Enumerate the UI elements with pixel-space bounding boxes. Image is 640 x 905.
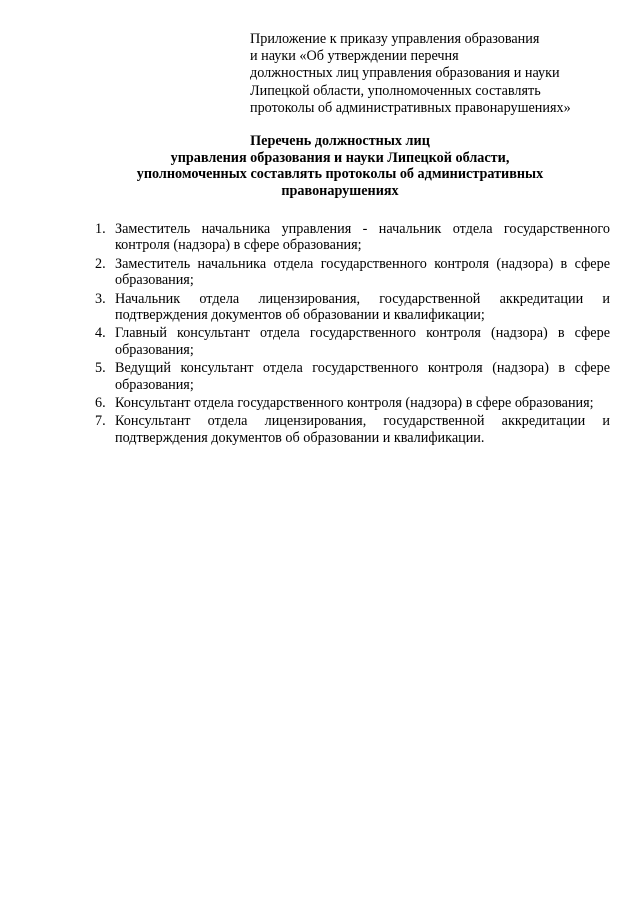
document-title (90, 133, 590, 199)
title-line: управления образования и науки Липецкой области, (170, 149, 510, 166)
item-text: Консультант отдела государственного контроля (надзора) в сфере образования; (115, 395, 594, 412)
appendix-line: должностных лиц управления образования и науки (250, 65, 560, 82)
item-number: 4. (95, 325, 106, 342)
item-number: 5. (95, 360, 106, 377)
item-text: Консультант отдела лицензирования, государственной аккредитации и подтверждения документов об образовании и квалификации. (115, 413, 610, 446)
appendix-line: и науки «Об утверждении перечня (250, 48, 459, 65)
item-number: 2. (95, 255, 106, 272)
list-item (95, 325, 610, 358)
list-item (95, 291, 610, 324)
appendix-header (250, 31, 630, 117)
list-item (95, 395, 610, 411)
appendix-line: протоколы об административных правонарушениях» (250, 99, 571, 116)
item-text: Ведущий консультант отдела государственного контроля (надзора) в сфере образования; (115, 360, 610, 393)
title-line: Перечень должностных лиц (250, 133, 430, 149)
positions-list (95, 221, 610, 448)
list-item (95, 413, 610, 446)
item-number: 1. (95, 221, 106, 237)
title-line: уполномоченных составлять протоколы об административных (136, 166, 544, 183)
list-item (95, 256, 610, 289)
item-number: 6. (95, 395, 106, 412)
item-number: 7. (95, 413, 106, 430)
list-item (95, 360, 610, 393)
list-item (95, 221, 610, 254)
item-text: Главный консультант отдела государственного контроля (надзора) в сфере образования; (115, 325, 610, 358)
item-number: 3. (95, 290, 106, 307)
appendix-line: Приложение к приказу управления образования (250, 31, 540, 47)
item-text: Заместитель начальника управления - начальник отдела государственного контроля (надзора) в сфере образования; (115, 221, 610, 254)
item-text: Начальник отдела лицензирования, государственной аккредитации и подтверждения документов об образовании и квалификации; (115, 290, 610, 324)
item-text: Заместитель начальника отдела государственного контроля (надзора) в сфере образования; (115, 255, 610, 289)
appendix-line: Липецкой области, уполномоченных составлять (250, 82, 541, 99)
title-line: правонарушениях (281, 182, 399, 199)
